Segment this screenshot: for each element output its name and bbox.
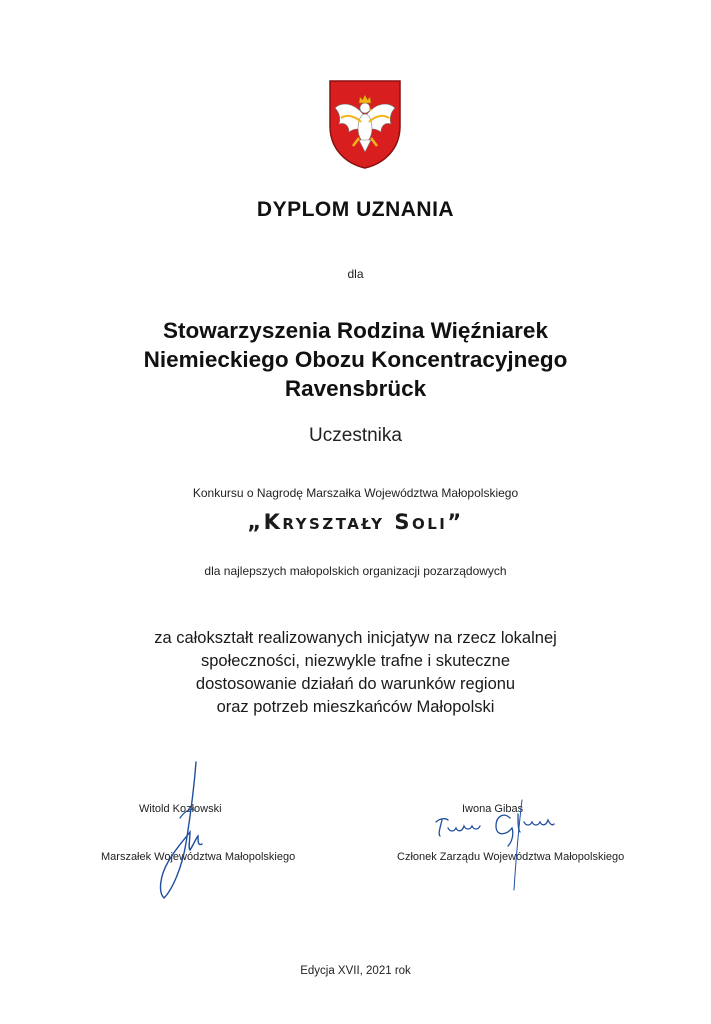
reason-line: społeczności, niezwykle trafne i skuteczne [200,652,511,670]
for-label: dla [347,267,364,281]
participant-role: Uczestnika [309,425,402,446]
left-signatory-title: Marszałek Województwa Małopolskiego [101,851,296,863]
left-handwritten-signature [150,758,210,903]
right-handwritten-signature [428,796,568,896]
reason-line: dostosowanie działań do warunków regionu [195,675,516,693]
award-reason [0,627,711,719]
organization-line: Stowarzyszenia Rodzina Więźniarek [163,318,548,343]
left-signatory-name: Witold Kozłowski [139,803,222,815]
right-signatory-name: Iwona Gibas [462,803,524,815]
edition-footer: Edycja XVII, 2021 rok [300,965,411,977]
reason-line: oraz potrzeb mieszkańców Małopolski [216,698,495,716]
contest-name: Konkursu o Nagrodę Marszałka Województwa Małopolskiego [192,486,519,500]
organization-line: Niemieckiego Obozu Koncentracyjnego [143,347,568,372]
organization-line: Ravensbrück [284,376,427,401]
award-name: „Kryształy Soli” [247,510,464,534]
right-signatory-title: Członek Zarządu Województwa Małopolskiego [397,851,625,863]
award-target: dla najlepszych małopolskich organizacji pozarządowych [204,564,507,578]
coat-of-arms-emblem [327,78,403,170]
diploma-title: DYPLOM UZNANIA [256,198,455,221]
reason-line: za całokształt realizowanych inicjatyw na rzecz lokalnej [154,629,557,647]
organization-name [0,316,711,403]
